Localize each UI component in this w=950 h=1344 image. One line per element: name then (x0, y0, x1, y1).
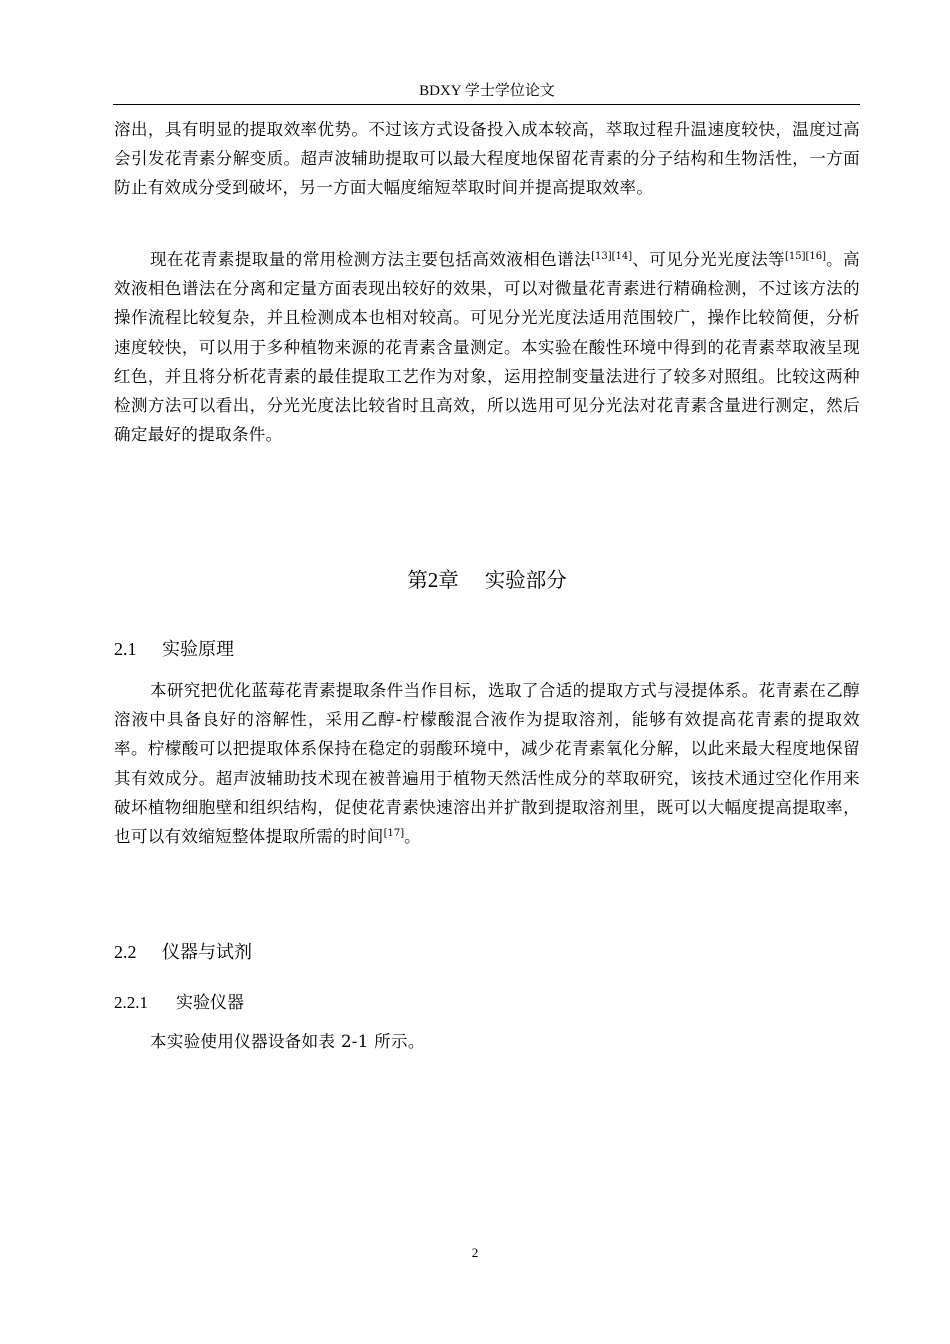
section-number: 2.2 (114, 942, 137, 962)
paragraph-text-part: 。 (404, 827, 421, 847)
running-header: BDXY 学士学位论文 (419, 83, 555, 99)
paragraph-continued (114, 115, 860, 203)
chapter-number: 2 (427, 568, 439, 592)
paragraph-detection-methods (114, 245, 860, 449)
paragraph-text-part: 本研究把优化蓝莓花青素提取条件当作目标，选取了合适的提取方式与浸提体系。花青素在乙醇溶液中具备良好的溶解性，采用乙醇-柠檬酸混合液作为提取溶剂，能够有效提高花青素的提取效率。柠檬酸可以把提取体系保持在稳定的弱酸环境中，减少花青素氧化分解，以此来最大程度地保留其有效成分。超声波辅助技术现在被普遍用于植物天然活性成分的萃取研究，该技术通过空化作用来破坏植物细胞壁和组织结构，促使花青素快速溶出并扩散到提取溶剂里，既可以大幅度提高提取率，也可以有效缩短整体提取所需的时间 (114, 681, 860, 847)
paragraph-text (114, 245, 860, 449)
paragraph-text: 本实验使用仪器设备如表 2-1 所示。 (150, 1032, 425, 1051)
subsection-number: 2.2.1 (114, 993, 148, 1012)
paragraph-text-part: 。高效液相色谱法在分离和定量方面表现出较好的效果，可以对微量花青素进行精确检测，不过该方法的操作流程比较复杂，并且检测成本也相对较高。可见分光光度法适用范围较广，操作比较简便，分析速度较快，可以用于多种植物来源的花青素含量测定。本实验在酸性环境中得到的花青素萃取液呈现红色，并且将分析花青素的最佳提取工艺作为对象，运用控制变量法进行了较多对照组。比较这两种检测方法可以看出，分光光度法比较省时且高效，所以选用可见分光法对花青素含量进行测定，然后确定最好的提取条件。 (114, 250, 860, 445)
section-number: 2.1 (114, 639, 137, 659)
chapter-prefix: 第 (407, 568, 428, 592)
citation: [17] (383, 828, 405, 840)
paragraph-text-part: 现在花青素提取量的常用检测方法主要包括高效液相色谱法 (150, 250, 592, 269)
subsection-title: 实验仪器 (176, 993, 244, 1013)
paragraph-principle (114, 676, 860, 851)
paragraph-text (114, 676, 860, 851)
section-heading-2-1 (114, 635, 234, 661)
section-title: 实验原理 (162, 639, 234, 660)
page-number: 2 (471, 1245, 479, 1260)
chapter-heading (114, 563, 860, 593)
section-title: 仪器与试剂 (162, 942, 252, 963)
section-heading-2-2 (114, 938, 252, 964)
paragraph-text-part: 、可见分光光度法等 (632, 250, 785, 269)
paragraph-instruments (114, 1027, 860, 1056)
subsection-heading-2-2-1 (114, 988, 244, 1013)
chapter-suffix: 章 (438, 568, 459, 592)
citation: [15][16] (785, 251, 827, 262)
header-rule (113, 104, 860, 105)
paragraph-text: 溶出，具有明显的提取效率优势。不过该方式设备投入成本较高，萃取过程升温速度较快，温度过高会引发花青素分解变质。超声波辅助提取可以最大程度地保留花青素的分子结构和生物活性，一方面防止有效成分受到破坏，另一方面大幅度缩短萃取时间并提高提取效率。 (114, 120, 860, 198)
citation: [13][14] (591, 251, 633, 262)
chapter-title: 实验部分 (484, 568, 567, 592)
